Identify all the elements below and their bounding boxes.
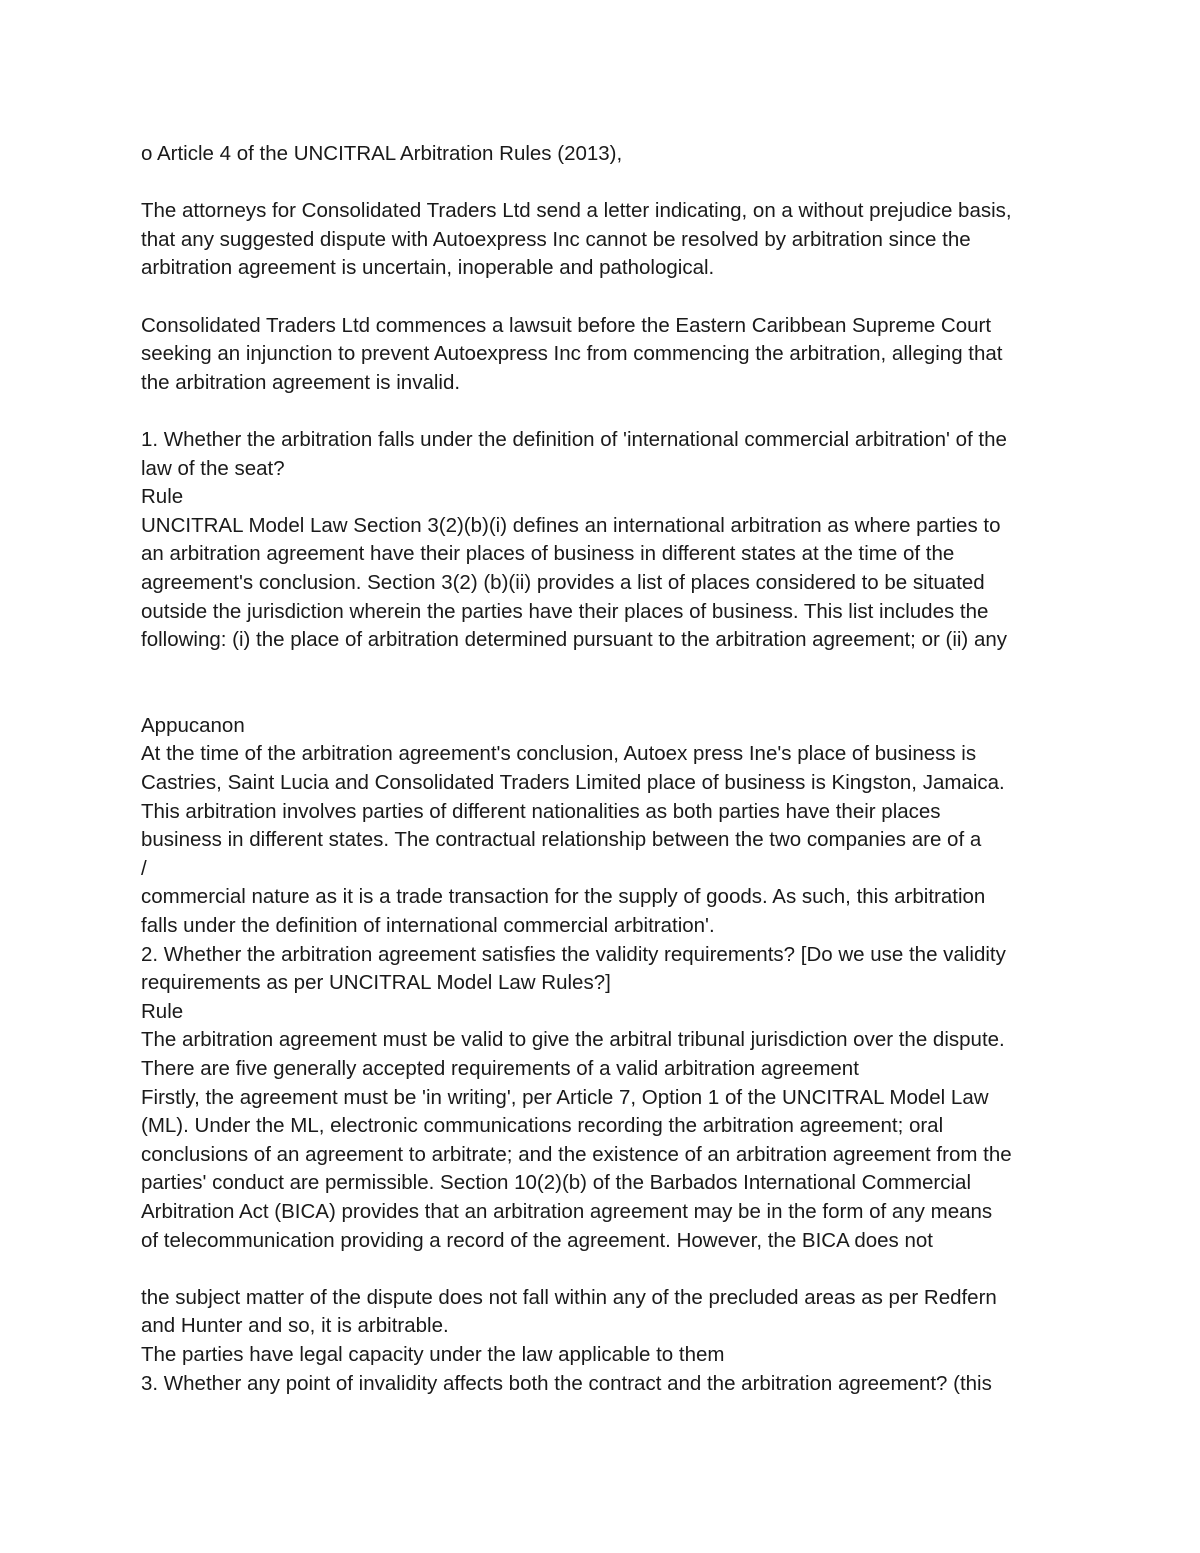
text-line: 2. Whether the arbitration agreement satisfies the validity requirements? [Do we use the validity — [141, 942, 1006, 966]
blank-line — [141, 169, 1071, 198]
text-line: There are five generally accepted requirements of a valid arbitration agreement — [141, 1057, 859, 1080]
text-line: following: (i) the place of arbitration determined pursuant to the arbitration agreement; or (ii) any — [141, 628, 1008, 652]
text-line: 3. Whether any point of invalidity affects both the contract and the arbitration agreement? (this — [141, 1371, 992, 1395]
text-line: The parties have legal capacity under the law applicable to them — [141, 1342, 725, 1366]
text-line: and Hunter and so, it is arbitrable. — [141, 1314, 449, 1338]
text-line: agreement's conclusion. Section 3(2) (b)(ii) provides a list of places considered to be situated — [141, 570, 985, 594]
blank-line — [141, 283, 1071, 312]
blank-line — [141, 397, 1071, 426]
blank-line — [141, 1255, 1071, 1284]
text-line: o Article 4 of the UNCITRAL Arbitration Rules (2013), — [141, 142, 623, 165]
text-line: business in different states. The contractual relationship between the two companies are of a — [141, 828, 982, 852]
text-line: the subject matter of the dispute does not fall within any of the precluded areas as per Redfern — [141, 1285, 997, 1309]
text-line: that any suggested dispute with Autoexpress Inc cannot be resolved by arbitration since the — [141, 227, 971, 251]
text-line: 1. Whether the arbitration falls under the definition of 'international commercial arbitration' of the — [141, 427, 1007, 451]
text-line: an arbitration agreement have their places of business in different states at the time of the — [141, 542, 955, 566]
text-line: commercial nature as it is a trade transaction for the supply of goods. As such, this arbitration — [141, 885, 986, 909]
text-line: arbitration agreement is uncertain, inoperable and pathological. — [141, 256, 715, 280]
text-line: law of the seat? — [141, 456, 285, 480]
text-line: requirements as per UNCITRAL Model Law Rules?] — [141, 971, 611, 995]
text-line: of telecommunication providing a record of the agreement. However, the BICA does not — [141, 1228, 933, 1252]
text-line: / — [141, 856, 147, 880]
blank-line — [141, 655, 1071, 712]
section-heading-application: Appucanon — [141, 713, 245, 737]
text-line: Arbitration Act (BICA) provides that an arbitration agreement may be in the form of any means — [141, 1199, 993, 1223]
text-line: the arbitration agreement is invalid. — [141, 370, 461, 394]
text-line: (ML). Under the ML, electronic communications recording the arbitration agreement; oral — [141, 1114, 944, 1138]
text-line: seeking an injunction to prevent Autoexpress Inc from commencing the arbitration, alleging that — [141, 342, 1003, 366]
text-line: At the time of the arbitration agreement's conclusion, Autoex press Ine's place of business is — [141, 742, 977, 766]
text-line: This arbitration involves parties of different nationalities as both parties have their places — [141, 799, 941, 823]
text-line: The arbitration agreement must be valid to give the arbitral tribunal jurisdiction over the dispute. — [141, 1028, 1005, 1052]
text-line: Consolidated Traders Ltd commences a lawsuit before the Eastern Caribbean Supreme Court — [141, 313, 992, 337]
text-line: falls under the definition of international commercial arbitration'. — [141, 914, 715, 938]
text-line: conclusions of an agreement to arbitrate; and the existence of an arbitration agreement from the — [141, 1142, 1012, 1166]
text-line: Castries, Saint Lucia and Consolidated Traders Limited place of business is Kingston, Jamaica. — [141, 771, 1005, 795]
section-heading-rule: Rule — [141, 485, 184, 509]
document-body — [141, 140, 1071, 1398]
section-heading-rule: Rule — [141, 999, 184, 1023]
text-line: Firstly, the agreement must be 'in writing', per Article 7, Option 1 of the UNCITRAL Model Law — [141, 1085, 989, 1109]
text-line: The attorneys for Consolidated Traders Ltd send a letter indicating, on a without prejudice basis, — [141, 199, 1012, 223]
text-line: parties' conduct are permissible. Section 10(2)(b) of the Barbados International Commercial — [141, 1171, 972, 1195]
text-line: UNCITRAL Model Law Section 3(2)(b)(i) defines an international arbitration as where parties to — [141, 513, 1001, 537]
text-line: outside the jurisdiction wherein the parties have their places of business. This list includes the — [141, 599, 989, 623]
